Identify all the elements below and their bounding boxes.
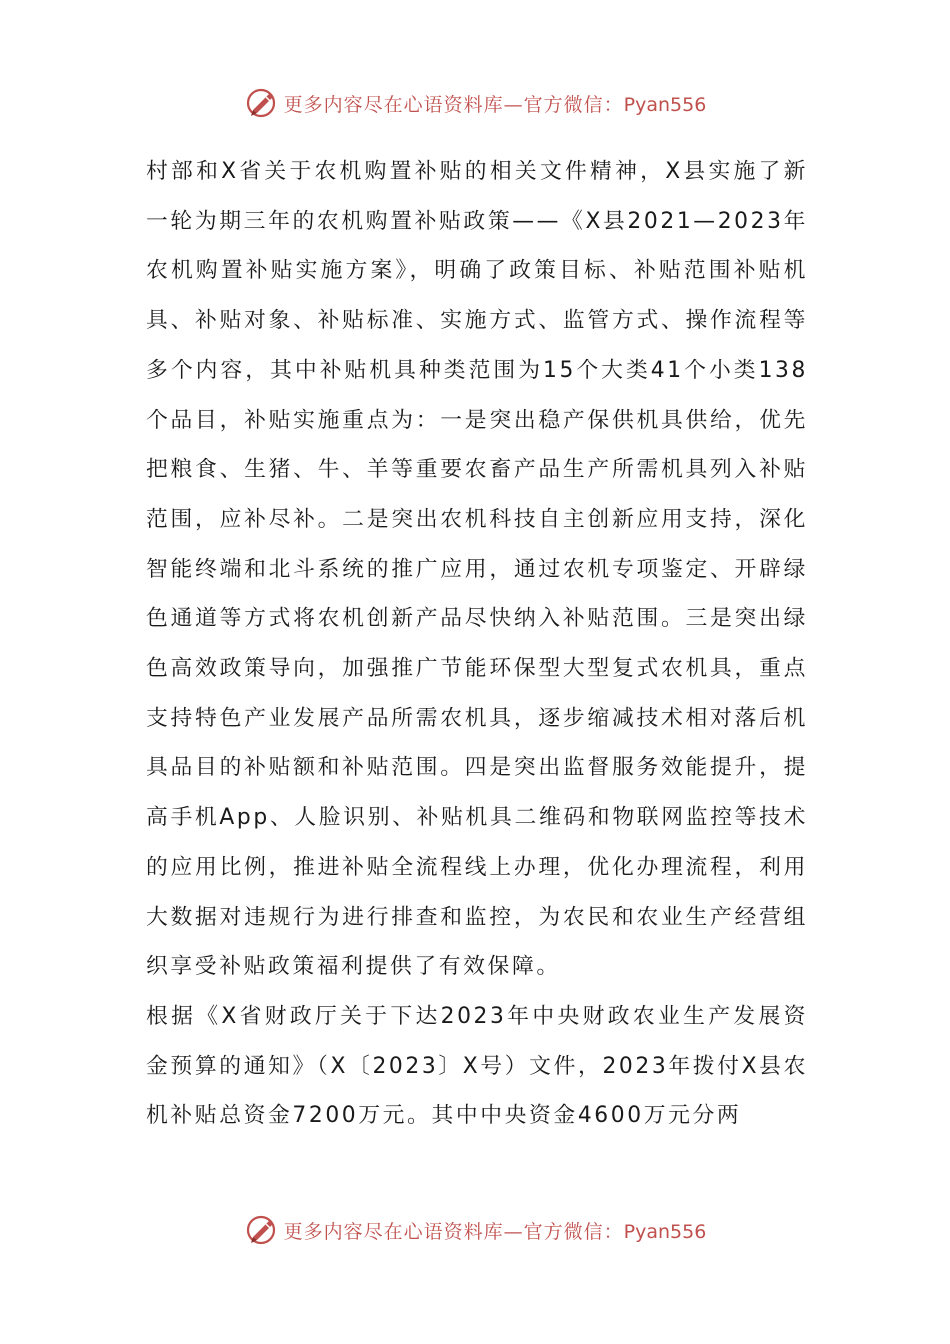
wechat-id: Pyan556 [623, 1220, 707, 1243]
header-watermark [0, 83, 950, 123]
document-body [146, 147, 808, 1141]
wechat-id: Pyan556 [623, 93, 707, 116]
watermark-text: 更多内容尽在心语资料库—官方微信：Pyan556 [283, 93, 707, 116]
watermark-text: 更多内容尽在心语资料库—官方微信：Pyan556 [283, 1220, 707, 1243]
pen-logo-icon [244, 85, 280, 121]
pen-logo-icon [244, 1212, 280, 1248]
footer-watermark [0, 1210, 950, 1250]
body-paragraph: 根据《X省财政厅关于下达2023年中央财政农业生产发展资金预算的通知》（X〔2023〕X号）文件，2023年拨付X县农机补贴总资金7200万元。其中中央资金4600万元分两 [146, 1003, 808, 1129]
body-paragraph: 村部和X省关于农机购置补贴的相关文件精神，X县实施了新一轮为期三年的农机购置补贴政策——《X县2021—2023年农机购置补贴实施方案》，明确了政策目标、补贴范围补贴机具、补贴对象、补贴标准、实施方式、监管方式、操作流程等多个内容，其中补贴机具种类范围为15个大类41个小类138个品目，补贴实施重点为：一是突出稳产保供机具供给，优先把粮食、生猪、牛、羊等重要农畜产品生产所需机具列入补贴范围，应补尽补。二是突出农机科技自主创新应用支持，深化智能终端和北斗系统的推广应用，通过农机专项鉴定、开辟绿色通道等方式将农机创新产品尽快纳入补贴范围。三是突出绿色高效政策导向，加强推广节能环保型大型复式农机具，重点支持特色产业发展产品所需农机具，逐步缩减技术相对落后机具品目的补贴额和补贴范围。四是突出监督服务效能提升，提高手机App、人脸识别、补贴机具二维码和物联网监控等技术的应用比例，推进补贴全流程线上办理，优化办理流程，利用大数据对违规行为进行排查和监控，为农民和农业生产经营组织享受补贴政策福利提供了有效保障。 [146, 159, 808, 980]
